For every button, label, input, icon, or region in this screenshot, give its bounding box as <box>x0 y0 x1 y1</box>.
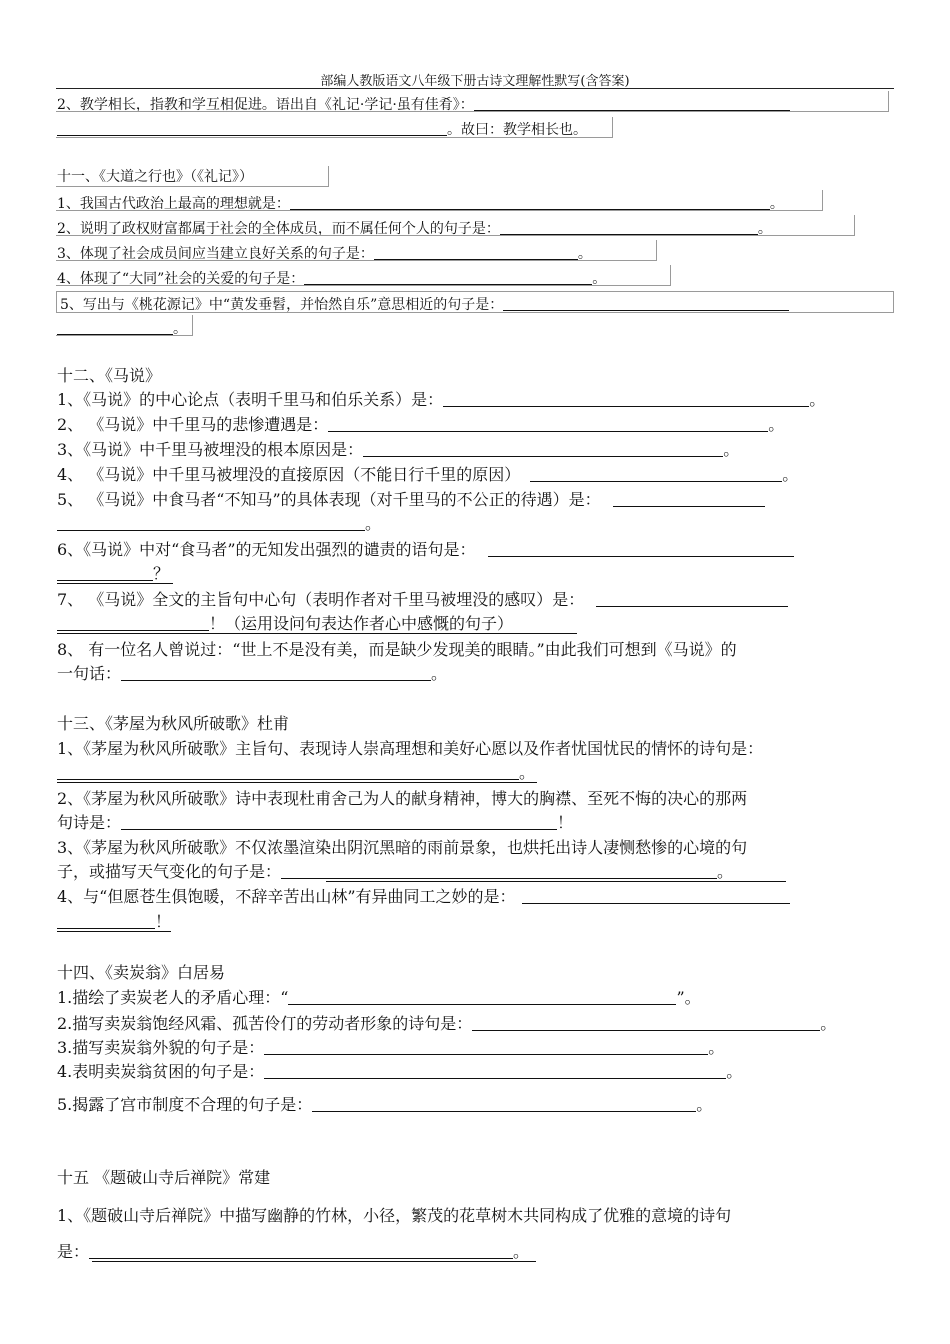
sec12-q4 <box>57 465 798 485</box>
sec14-q1 <box>57 988 701 1008</box>
sec15-q1-line2 <box>57 1242 529 1262</box>
sec14-q5 <box>57 1095 712 1115</box>
sec12-q6-text: 6、《马说》中对“食马者”的无知发出强烈的谴责的语句是： <box>57 540 476 559</box>
sec13-q3-line1: 3、《茅屋为秋风所破歌》不仅浓墨渲染出阴沉黑暗的雨前景象，也烘托出诗人凄恻愁惨的心境的句 <box>57 838 748 857</box>
sec12-q1 <box>57 390 825 410</box>
sec12-q7-text: 7、 《马说》全文的主旨句中心句（表明作者对千里马被埋没的感叹）是： <box>57 590 585 609</box>
underline <box>57 583 173 584</box>
answer-blank[interactable] <box>89 1242 513 1259</box>
period: 。 <box>768 415 785 434</box>
sec12-q5-cont <box>57 514 381 534</box>
answer-blank[interactable] <box>264 1038 708 1055</box>
period: 。 <box>365 514 382 533</box>
answer-box <box>56 291 894 313</box>
answer-box <box>56 190 823 211</box>
period: 。 <box>726 1062 743 1081</box>
period: 。 <box>769 196 784 212</box>
sec13-q1 <box>57 739 763 759</box>
underline <box>92 1261 536 1262</box>
page-header: 部编人教版语文八年级下册古诗文理解性默写(含答案) <box>320 74 630 89</box>
answer-blank[interactable] <box>613 490 765 507</box>
sec12-q5 <box>57 490 765 510</box>
answer-blank[interactable] <box>121 664 431 681</box>
sec12-q6-cont <box>57 564 169 584</box>
answer-blank[interactable] <box>522 887 790 904</box>
sec14-q2-text: 2.描写卖炭翁饱经风霜、孤苦伶仃的劳动者形象的诗句是： <box>57 1014 473 1033</box>
answer-blank[interactable] <box>312 1095 696 1112</box>
sec14-title: 十四、《卖炭翁》白居易 <box>57 963 226 982</box>
sec14-q1-text: 1.描绘了卖炭老人的矛盾心理：“ <box>57 988 289 1007</box>
top-q2-end: 。故曰：教学相长也。 <box>447 122 587 138</box>
sec15-q1-line1: 1、《题破山寺后禅院》中描写幽静的竹林，小径，繁茂的花草树木共同构成了优雅的意境的诗句 <box>57 1206 732 1225</box>
sec13-q4-text: 4、与“但愿苍生俱饱暖，不辞辛苦出山林”有异曲同工之妙的是： <box>57 887 516 906</box>
period: 。 <box>513 1242 530 1261</box>
answer-blank[interactable] <box>57 912 155 929</box>
exclamation: ！ <box>155 912 172 931</box>
sec13-q2-line1: 2、《茅屋为秋风所破歌》诗中表现杜甫舍己为人的献身精神，博大的胸襟、至死不悔的决心的那两 <box>57 789 748 808</box>
period: 。 <box>592 271 607 287</box>
answer-blank[interactable] <box>288 988 676 1005</box>
sec14-q5-text: 5.揭露了宫市制度不合理的句子是： <box>57 1095 313 1114</box>
period: 。 <box>696 1095 713 1114</box>
sec12-q6 <box>57 540 794 560</box>
question-mark: ？ <box>153 564 170 583</box>
sec11-title: 十一、《大道之行也》（《礼记》） <box>57 169 253 185</box>
sec14-q3 <box>57 1038 724 1058</box>
sec12-q1-text: 1、《马说》的中心论点（表明千里马和伯乐关系）是： <box>57 390 444 409</box>
header-divider <box>56 88 894 89</box>
sec12-q7-cont <box>57 614 513 634</box>
underline <box>57 633 577 634</box>
sec11-q1-text: 1、我国古代政治上最高的理想就是： <box>57 196 290 212</box>
answer-blank[interactable] <box>57 514 365 531</box>
sec12-q8-line2 <box>57 664 447 684</box>
underline <box>326 881 786 882</box>
answer-blank[interactable] <box>328 415 768 432</box>
answer-box <box>56 315 193 336</box>
answer-box <box>56 240 657 261</box>
quote-end: ”。 <box>676 988 701 1007</box>
period: 。 <box>809 390 826 409</box>
sec11-q5-text: 5、写出与《桃花源记》中“黄发垂髫，并怡然自乐”意思相近的句子是： <box>60 297 504 313</box>
answer-blank[interactable] <box>363 440 723 457</box>
sec13-title: 十三、《茅屋为秋风所破歌》杜甫 <box>57 714 290 733</box>
sec12-q2-text: 2、 《马说》中千里马的悲惨遭遇是： <box>57 415 329 434</box>
answer-blank[interactable] <box>488 540 794 557</box>
answer-box <box>56 215 855 236</box>
sec12-q8-line1: 8、 有一位名人曾说过：“世上不是没有美，而是缺少发现美的眼睛。”由此我们可想到《马说》的 <box>57 640 737 659</box>
underline <box>57 931 171 932</box>
period: 。 <box>431 664 448 683</box>
sec14-q2 <box>57 1014 836 1034</box>
answer-box <box>56 265 671 286</box>
sec13-q3-text: 子，或描写天气变化的句子是： <box>57 862 282 881</box>
sec13-q2-text: 句诗是： <box>57 813 122 832</box>
sec13-q2-line2 <box>57 813 573 833</box>
answer-blank[interactable] <box>530 465 782 482</box>
sec14-q3-text: 3.描写卖炭翁外貌的句子是： <box>57 1038 265 1057</box>
period: 。 <box>577 246 592 262</box>
answer-box <box>56 91 889 112</box>
sec12-q3-text: 3、《马说》中千里马被埋没的根本原因是： <box>57 440 364 459</box>
answer-box <box>56 117 613 138</box>
exclamation: ！ <box>557 813 574 832</box>
answer-blank[interactable] <box>281 862 717 879</box>
sec13-q1-cont <box>57 763 535 783</box>
top-q2-text: 2、教学相长，指教和学互相促进。语出自《礼记·学记·虽有佳肴》： <box>57 97 474 113</box>
answer-blank[interactable] <box>264 1062 726 1079</box>
period: 。 <box>782 465 799 484</box>
sec15-title: 十五 《题破山寺后禅院》常建 <box>57 1168 271 1187</box>
sec13-q4 <box>57 887 790 907</box>
period: 。 <box>757 221 772 237</box>
sec15-q1-text: 是： <box>57 1242 90 1261</box>
answer-blank[interactable] <box>443 390 809 407</box>
answer-blank[interactable] <box>57 614 209 631</box>
sec14-q4-text: 4.表明卖炭翁贫困的句子是： <box>57 1062 265 1081</box>
answer-blank[interactable] <box>121 813 557 830</box>
answer-blank[interactable] <box>596 590 788 607</box>
period: 。 <box>723 440 740 459</box>
period: 。 <box>519 763 536 782</box>
answer-blank[interactable] <box>57 763 519 780</box>
sec12-q8-text: 一句话： <box>57 664 122 683</box>
sec12-q5-text: 5、 《马说》中食马者“不知马”的具体表现（对千里马的不公正的待遇）是： <box>57 490 601 509</box>
sec12-q3 <box>57 440 739 460</box>
sec13-q4-cont <box>57 912 171 932</box>
sec12-q7 <box>57 590 788 610</box>
sec11-q2-text: 2、说明了政权财富都属于社会的全体成员，而不属任何个人的句子是： <box>57 221 500 237</box>
answer-blank[interactable] <box>57 564 153 581</box>
answer-blank[interactable] <box>472 1014 820 1031</box>
period: 。 <box>717 862 734 881</box>
sec14-q4 <box>57 1062 742 1082</box>
sec11-q4-text: 4、体现了“大同”社会的关爱的句子是： <box>57 271 305 287</box>
period: 。 <box>708 1038 725 1057</box>
sec12-q4-text: 4、 《马说》中千里马被埋没的直接原因（不能日行千里的原因） <box>57 465 521 484</box>
title-box <box>56 166 329 187</box>
sec13-q3-line2 <box>57 862 733 882</box>
period: 。 <box>820 1014 837 1033</box>
sec12-q7-end: ！（运用设问句表达作者心中感慨的句子） <box>209 614 514 633</box>
sec11-q3-text: 3、体现了社会成员间应当建立良好关系的句子是： <box>57 246 374 262</box>
sec13-q1-text: 1、《茅屋为秋风所破歌》主旨句、表现诗人崇高理想和美好心愿以及作者忧国忧民的情怀的诗句是： <box>57 739 764 758</box>
sec12-title: 十二、《马说》 <box>57 366 162 385</box>
period: 。 <box>173 321 187 337</box>
underline <box>57 782 537 783</box>
sec12-q2 <box>57 415 784 435</box>
